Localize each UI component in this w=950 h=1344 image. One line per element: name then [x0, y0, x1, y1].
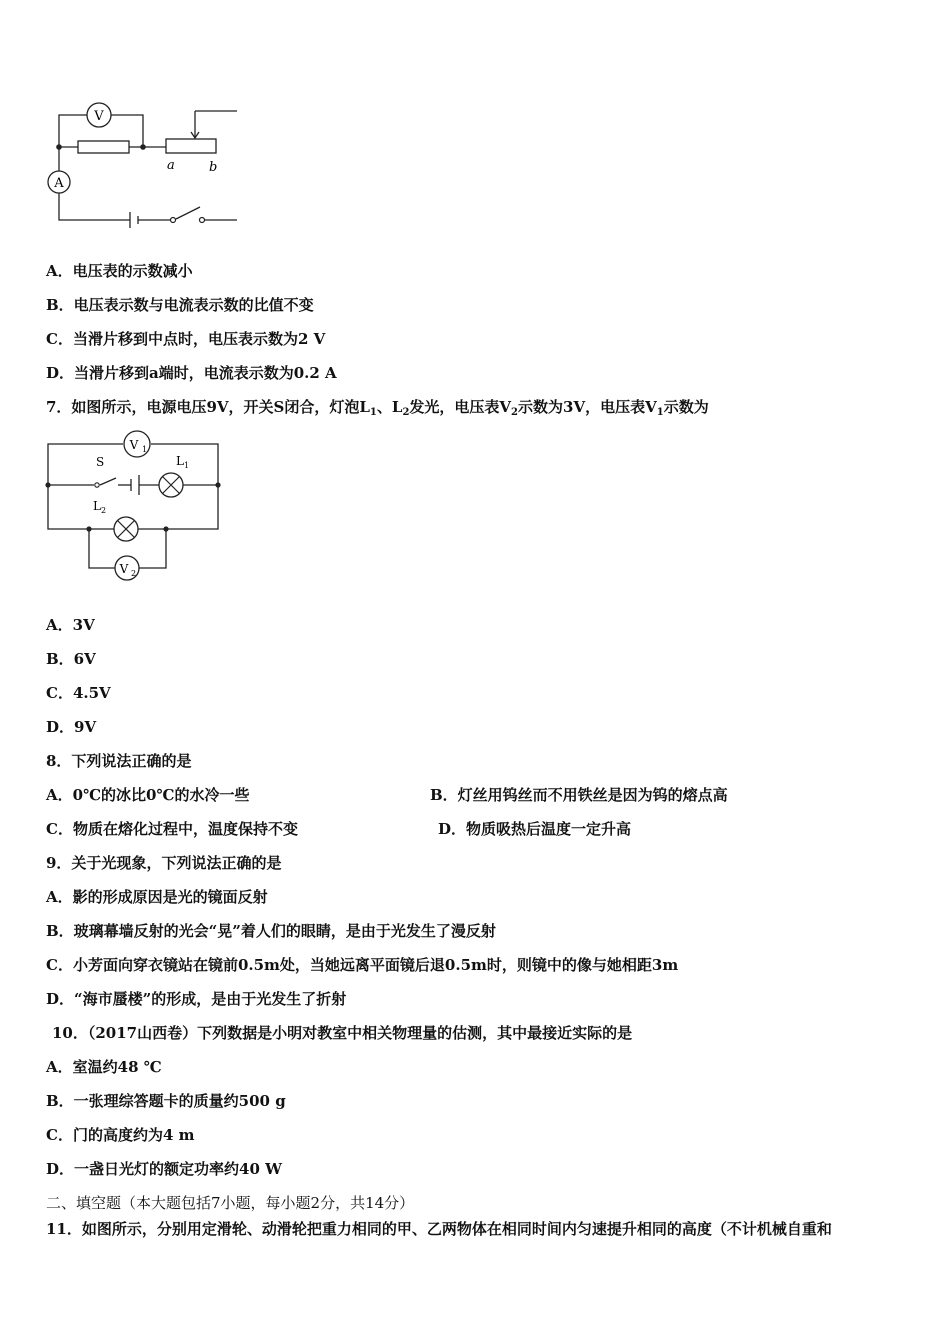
svg-text:1: 1	[184, 461, 190, 470]
circuit-diagram-2	[40, 428, 230, 588]
q10-option-c: C．门的高度约为4 m	[46, 1126, 195, 1144]
svg-text:V: V	[129, 438, 139, 452]
circuit-diagram-1	[40, 95, 245, 230]
q6-option-d: D．当滑片移到a端时，电流表示数为0.2 A	[46, 364, 337, 382]
q9-option-a: A．影的形成原因是光的镜面反射	[46, 888, 268, 906]
svg-text:A: A	[54, 176, 64, 191]
lamp-l2-icon	[114, 517, 138, 541]
q8-stem: 8．下列说法正确的是	[46, 752, 192, 770]
lamp-l1-icon	[159, 473, 183, 497]
q9-option-b: B．玻璃幕墙反射的光会“晃”着人们的眼睛，是由于光发生了漫反射	[46, 922, 496, 940]
svg-text:L: L	[176, 454, 184, 468]
q9-option-c: C．小芳面向穿衣镜站在镜前0.5m处，当她远离平面镜后退0.5m时，则镜中的像与她相距3m	[46, 956, 679, 974]
q9-option-d: D．“海市蜃楼”的形成，是由于光发生了折射	[46, 990, 347, 1008]
fixed-resistor	[78, 141, 129, 153]
svg-text:V: V	[119, 562, 129, 576]
q10-option-d: D．一盏日光灯的额定功率约40 W	[46, 1160, 282, 1178]
q7-option-c: C．4.5V	[46, 684, 111, 702]
q8-option-b: B．灯丝用钨丝而不用铁丝是因为钨的熔点高	[430, 786, 728, 804]
q8-option-a: A．0℃的冰比0℃的水冷一些	[46, 786, 250, 804]
svg-text:S: S	[96, 455, 105, 469]
q7-option-b: B．6V	[46, 650, 96, 668]
svg-text:1: 1	[142, 445, 148, 454]
section-heading: 二、填空题（本大题包括7小题，每小题2分，共14分）	[46, 1194, 415, 1212]
q10-stem: 10．（2017山西卷）下列数据是小明对教室中相关物理量的估测，其中最接近实际的是	[52, 1024, 633, 1042]
svg-text:b: b	[209, 160, 218, 175]
q8-option-c: C．物质在熔化过程中，温度保持不变	[46, 820, 298, 838]
q10-option-b: B．一张理综答题卡的质量约500 g	[46, 1092, 286, 1110]
svg-text:2: 2	[101, 506, 107, 515]
svg-text:2: 2	[131, 569, 137, 578]
q7-stem: 7．如图所示，电源电压9V，开关S闭合，灯泡$L_1$、$L_2$发光，电压表$V_2$示数为3V，电压表$V_1$示数为	[46, 398, 709, 418]
svg-text:V: V	[94, 109, 104, 124]
q6-option-a: A．电压表的示数减小	[46, 262, 193, 280]
q8-option-d: D．物质吸热后温度一定升高	[438, 820, 632, 838]
q6-option-c: C．当滑片移到中点时，电压表示数为2 V	[46, 330, 326, 348]
q11-stem: 11．如图所示，分别用定滑轮、动滑轮把重力相同的甲、乙两物体在相同时间内匀速提升相同的高度（不计机械自重和	[46, 1220, 832, 1238]
q7-option-a: A．3V	[46, 616, 95, 634]
svg-text:L: L	[93, 499, 101, 513]
q9-stem: 9．关于光现象，下列说法正确的是	[46, 854, 282, 872]
q7-option-d: D．9V	[46, 718, 97, 736]
q6-option-b: B．电压表示数与电流表示数的比值不变	[46, 296, 314, 314]
sliding-rheostat	[166, 139, 216, 153]
q10-option-a: A．室温约48 ℃	[46, 1058, 162, 1076]
svg-text:a: a	[167, 158, 175, 173]
